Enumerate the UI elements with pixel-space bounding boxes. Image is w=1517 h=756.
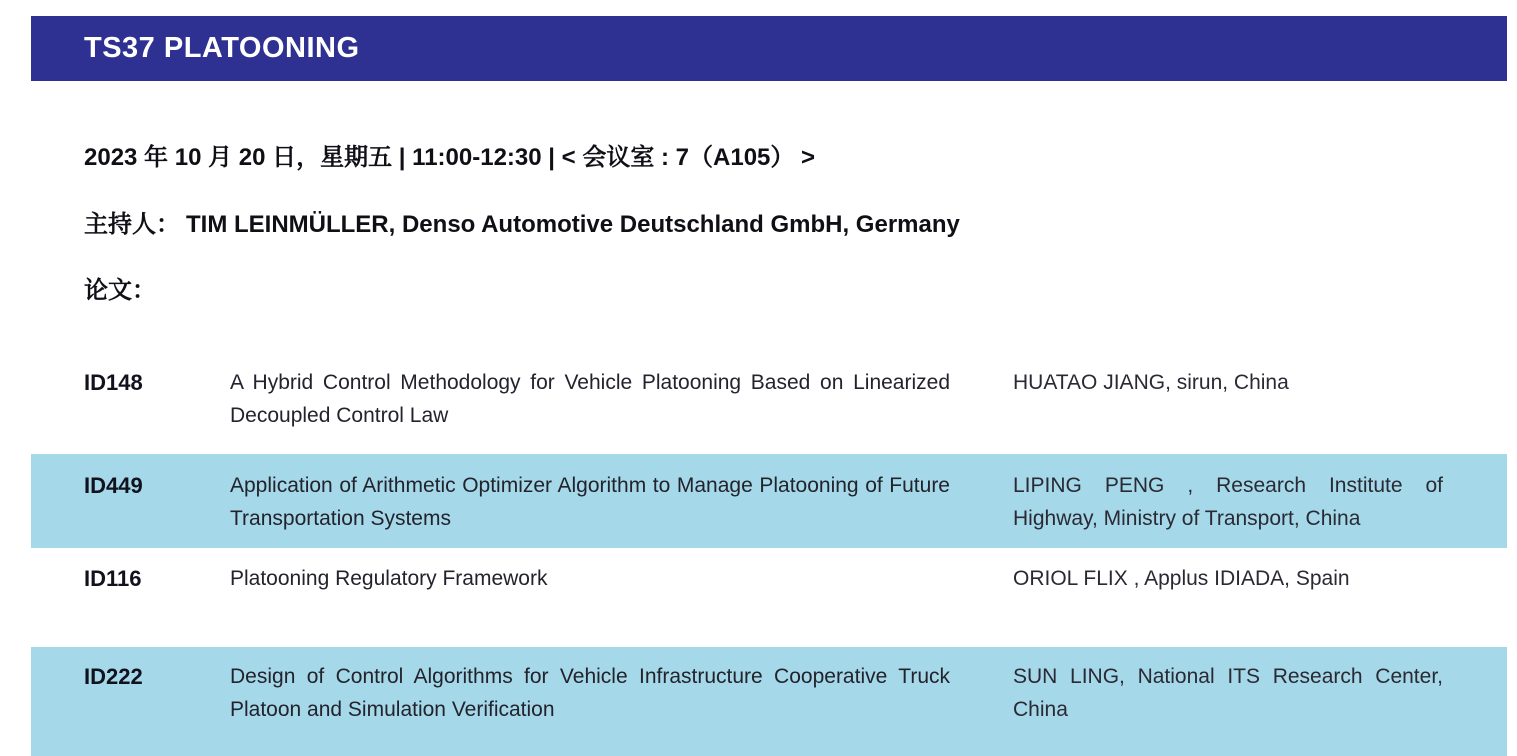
paper-id: ID222 [84, 664, 143, 689]
paper-row [31, 647, 1507, 756]
conference-program-page [0, 16, 1517, 756]
paper-row [31, 454, 1507, 548]
paper-title: Application of Arithmetic Optimizer Algorithm to Manage Platooning of Future Transportation Systems [230, 474, 950, 530]
papers-list [0, 366, 1517, 756]
paper-authors: LIPING PENG , Research Institute of Highway, Ministry of Transport, China [1013, 474, 1443, 530]
paper-title: Design of Control Algorithms for Vehicle Infrastructure Cooperative Truck Platoon and Simulation Verification [230, 665, 950, 721]
chair-name: TIM LEINMÜLLER, Denso Automotive Deutschland GmbH, Germany [186, 211, 960, 238]
session-header-bar [31, 16, 1507, 81]
paper-id: ID449 [84, 473, 143, 498]
paper-authors: ORIOL FLIX , Applus IDIADA, Spain [1013, 567, 1350, 590]
session-title: TS37 PLATOONING [84, 32, 360, 64]
paper-id: ID116 [84, 566, 142, 591]
paper-authors: HUATAO JIANG, sirun, China [1013, 371, 1289, 394]
chair-label: 主持人： [84, 211, 180, 238]
paper-row [31, 366, 1507, 432]
session-datetime: 2023 年 10 月 20 日，星期五 | 11:00-12:30 | < 会议室 : 7（A105） > [84, 144, 816, 171]
paper-row [31, 562, 1507, 595]
paper-title: Platooning Regulatory Framework [230, 567, 548, 590]
session-chair-line [84, 208, 1517, 242]
paper-id: ID148 [84, 370, 143, 395]
papers-section-label: 论文： [84, 277, 156, 304]
paper-title: A Hybrid Control Methodology for Vehicle Platooning Based on Linearized Decoupled Control Law [230, 371, 950, 427]
paper-authors: SUN LING, National ITS Research Center, China [1013, 665, 1443, 721]
